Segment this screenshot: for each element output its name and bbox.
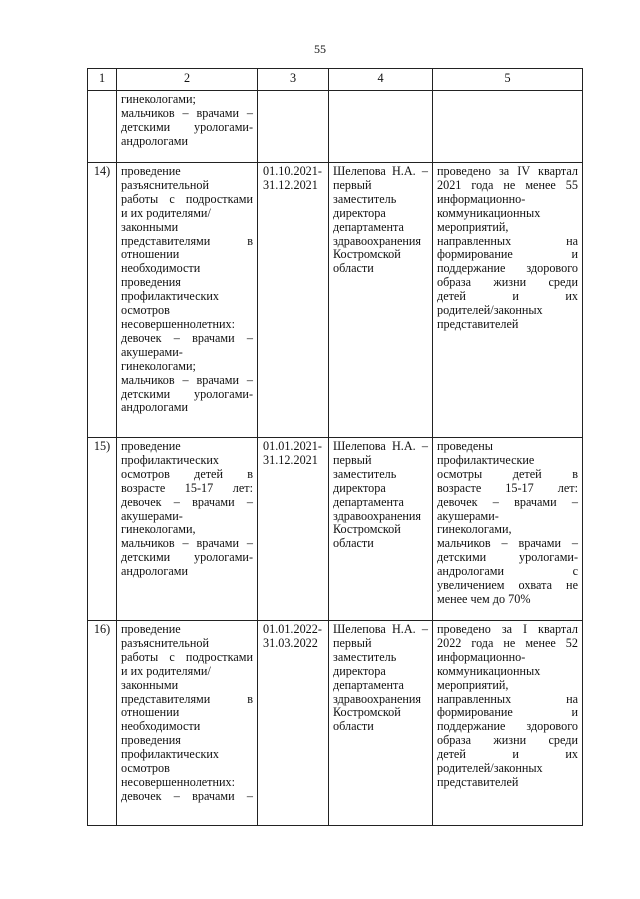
cell-line: гинекологами, xyxy=(437,522,512,537)
cell-line: акушерами- xyxy=(121,508,183,523)
result-cell xyxy=(433,621,583,826)
date-cell xyxy=(258,438,329,621)
result-cell xyxy=(433,91,583,163)
cell-line: разъяснительной xyxy=(121,635,209,650)
cell-line: и их родителями/ xyxy=(121,663,211,678)
cell-line: несовершеннолетних: xyxy=(121,316,236,331)
cell-line: мальчиков – врачами – xyxy=(437,536,578,551)
cell-line: образа жизни среди xyxy=(437,275,578,290)
cell-line: законными xyxy=(121,677,179,692)
cell-line: заместитель xyxy=(333,466,397,481)
activity-cell xyxy=(117,621,258,826)
cell-line: девочек – врачами – xyxy=(121,330,253,345)
cell-line: Шелепова Н.А. – xyxy=(333,164,428,178)
header-cell: 4 xyxy=(329,69,433,91)
cell-line: здравоохранения xyxy=(333,508,422,523)
header-cell: 3 xyxy=(258,69,329,91)
date-cell xyxy=(258,91,329,163)
cell-line: проведено за I квартал xyxy=(437,622,578,636)
cell-line: проведения xyxy=(121,733,181,748)
cell-line: детскими урологами- xyxy=(437,550,578,565)
cell-line: акушерами- xyxy=(437,508,499,523)
cell-line: направленных на xyxy=(437,691,578,706)
cell-line: андрологами xyxy=(121,564,188,579)
cell-line: девочек – врачами – xyxy=(121,788,253,803)
cell-line: формирование и xyxy=(437,247,578,262)
cell-line: направленных на xyxy=(437,233,578,248)
cell-line: представителей xyxy=(437,774,519,789)
cell-line: профилактических xyxy=(121,452,220,467)
cell-line: профилактических xyxy=(121,289,220,304)
cell-line: акушерами- xyxy=(121,344,183,359)
cell-line: 01.10.2021- xyxy=(263,164,322,178)
cell-line: области xyxy=(333,719,374,734)
header-row xyxy=(88,69,583,91)
cell-line: отношении xyxy=(121,705,180,720)
cell-line: детей и их xyxy=(437,747,578,762)
cell-line: коммуникационных xyxy=(437,205,541,220)
cell-line: первый xyxy=(333,177,372,192)
cell-line: первый xyxy=(333,635,372,650)
cell-line: профилактические xyxy=(437,452,535,467)
cell-line: Шелепова Н.А. – xyxy=(333,439,428,453)
row-number: 16) xyxy=(88,621,117,826)
cell-line: законными xyxy=(121,219,179,234)
cell-line: Костромской xyxy=(333,522,401,537)
cell-line: заместитель xyxy=(333,649,397,664)
cell-line: детскими урологами- xyxy=(121,550,253,565)
cell-line: директора xyxy=(333,205,386,220)
cell-line: 01.01.2022- xyxy=(263,622,322,636)
cell-line: несовершеннолетних: xyxy=(121,774,236,789)
header-cell: 2 xyxy=(117,69,258,91)
row-number: 14) xyxy=(88,163,117,438)
cell-line: области xyxy=(333,261,374,276)
result-cell xyxy=(433,438,583,621)
cell-line: андрологами xyxy=(121,400,188,415)
cell-line: мальчиков – врачами – xyxy=(121,105,253,120)
table-row xyxy=(88,163,583,438)
cell-line: Костромской xyxy=(333,247,401,262)
cell-line: менее чем до 70% xyxy=(437,591,531,606)
cell-line: поддержание здорового xyxy=(437,261,578,276)
cell-line: 01.01.2021- xyxy=(263,439,322,453)
cell-line: заместитель xyxy=(333,191,397,206)
cell-line: возрасте 15-17 лет: xyxy=(437,480,578,495)
activity-cell xyxy=(117,91,258,163)
cell-line: гинекологами, xyxy=(121,522,196,537)
cell-line: представителями в xyxy=(121,233,253,248)
cell-line: директора xyxy=(333,663,386,678)
cell-line: возрасте 15-17 лет: xyxy=(121,480,253,495)
cell-line: работы с подростками xyxy=(121,191,253,206)
cell-line: гинекологами; xyxy=(121,358,196,373)
cell-line: андрологами с xyxy=(437,564,578,579)
cell-line: директора xyxy=(333,480,386,495)
cell-line: детскими урологами- xyxy=(121,119,253,134)
cell-line: департамента xyxy=(333,219,404,234)
cell-line: информационно- xyxy=(437,191,526,206)
cell-line: мальчиков – врачами – xyxy=(121,536,253,551)
cell-line: департамента xyxy=(333,677,404,692)
result-cell xyxy=(433,163,583,438)
row-number xyxy=(88,91,117,163)
cell-line: проведены xyxy=(437,439,493,453)
cell-line: информационно- xyxy=(437,649,526,664)
cell-line: отношении xyxy=(121,247,180,262)
cell-line: здравоохранения xyxy=(333,233,422,248)
table-row xyxy=(88,621,583,826)
cell-line: поддержание здорового xyxy=(437,719,578,734)
cell-line: 2022 года не менее 52 xyxy=(437,635,578,650)
cell-line: 2021 года не менее 55 xyxy=(437,177,578,192)
date-cell xyxy=(258,621,329,826)
cell-line: гинекологами; xyxy=(121,92,196,106)
table-row xyxy=(88,438,583,621)
cell-line: осмотров xyxy=(121,761,170,776)
cell-line: необходимости xyxy=(121,261,201,276)
responsible-cell xyxy=(329,163,433,438)
cell-line: родителей/законных xyxy=(437,761,543,776)
cell-line: проведено за IV квартал xyxy=(437,164,578,178)
cell-line: проведение xyxy=(121,622,181,636)
cell-line: детей и их xyxy=(437,289,578,304)
cell-line: представителями в xyxy=(121,691,253,706)
row-number: 15) xyxy=(88,438,117,621)
cell-line: увеличением охвата не xyxy=(437,578,578,593)
cell-line: проведение xyxy=(121,164,181,178)
page-number: 55 xyxy=(314,42,326,56)
cell-line: представителей xyxy=(437,316,519,331)
cell-line: работы с подростками xyxy=(121,649,253,664)
cell-line: и их родителями/ xyxy=(121,205,211,220)
responsible-cell xyxy=(329,91,433,163)
cell-line: осмотров детей в xyxy=(121,466,253,481)
cell-line: образа жизни среди xyxy=(437,733,578,748)
header-cell: 5 xyxy=(433,69,583,91)
cell-line: профилактических xyxy=(121,747,220,762)
responsible-cell xyxy=(329,438,433,621)
cell-line: Костромской xyxy=(333,705,401,720)
cell-line: проведения xyxy=(121,275,181,290)
measures-table xyxy=(87,68,583,826)
date-cell xyxy=(258,163,329,438)
cell-line: мероприятий, xyxy=(437,219,509,234)
cell-line: департамента xyxy=(333,494,404,509)
cell-line: осмотры детей в xyxy=(437,466,578,481)
cell-line: мероприятий, xyxy=(437,677,509,692)
cell-line: 31.12.2021 xyxy=(263,177,318,192)
responsible-cell xyxy=(329,621,433,826)
cell-line: детскими урологами- xyxy=(121,386,253,401)
cell-line: разъяснительной xyxy=(121,177,209,192)
table-row xyxy=(88,91,583,163)
header-cell: 1 xyxy=(88,69,117,91)
cell-line: необходимости xyxy=(121,719,201,734)
cell-line: девочек – врачами – xyxy=(121,494,253,509)
cell-line: родителей/законных xyxy=(437,303,543,318)
cell-line: формирование и xyxy=(437,705,578,720)
cell-line: осмотров xyxy=(121,303,170,318)
cell-line: девочек – врачами – xyxy=(437,494,578,509)
cell-line: 31.12.2021 xyxy=(263,452,318,467)
cell-line: андрологами xyxy=(121,133,188,148)
cell-line: мальчиков – врачами – xyxy=(121,372,253,387)
cell-line: 31.03.2022 xyxy=(263,635,318,650)
activity-cell xyxy=(117,438,258,621)
cell-line: первый xyxy=(333,452,372,467)
cell-line: здравоохранения xyxy=(333,691,422,706)
cell-line: области xyxy=(333,536,374,551)
cell-line: коммуникационных xyxy=(437,663,541,678)
cell-line: Шелепова Н.А. – xyxy=(333,622,428,636)
cell-line: проведение xyxy=(121,439,181,453)
activity-cell xyxy=(117,163,258,438)
